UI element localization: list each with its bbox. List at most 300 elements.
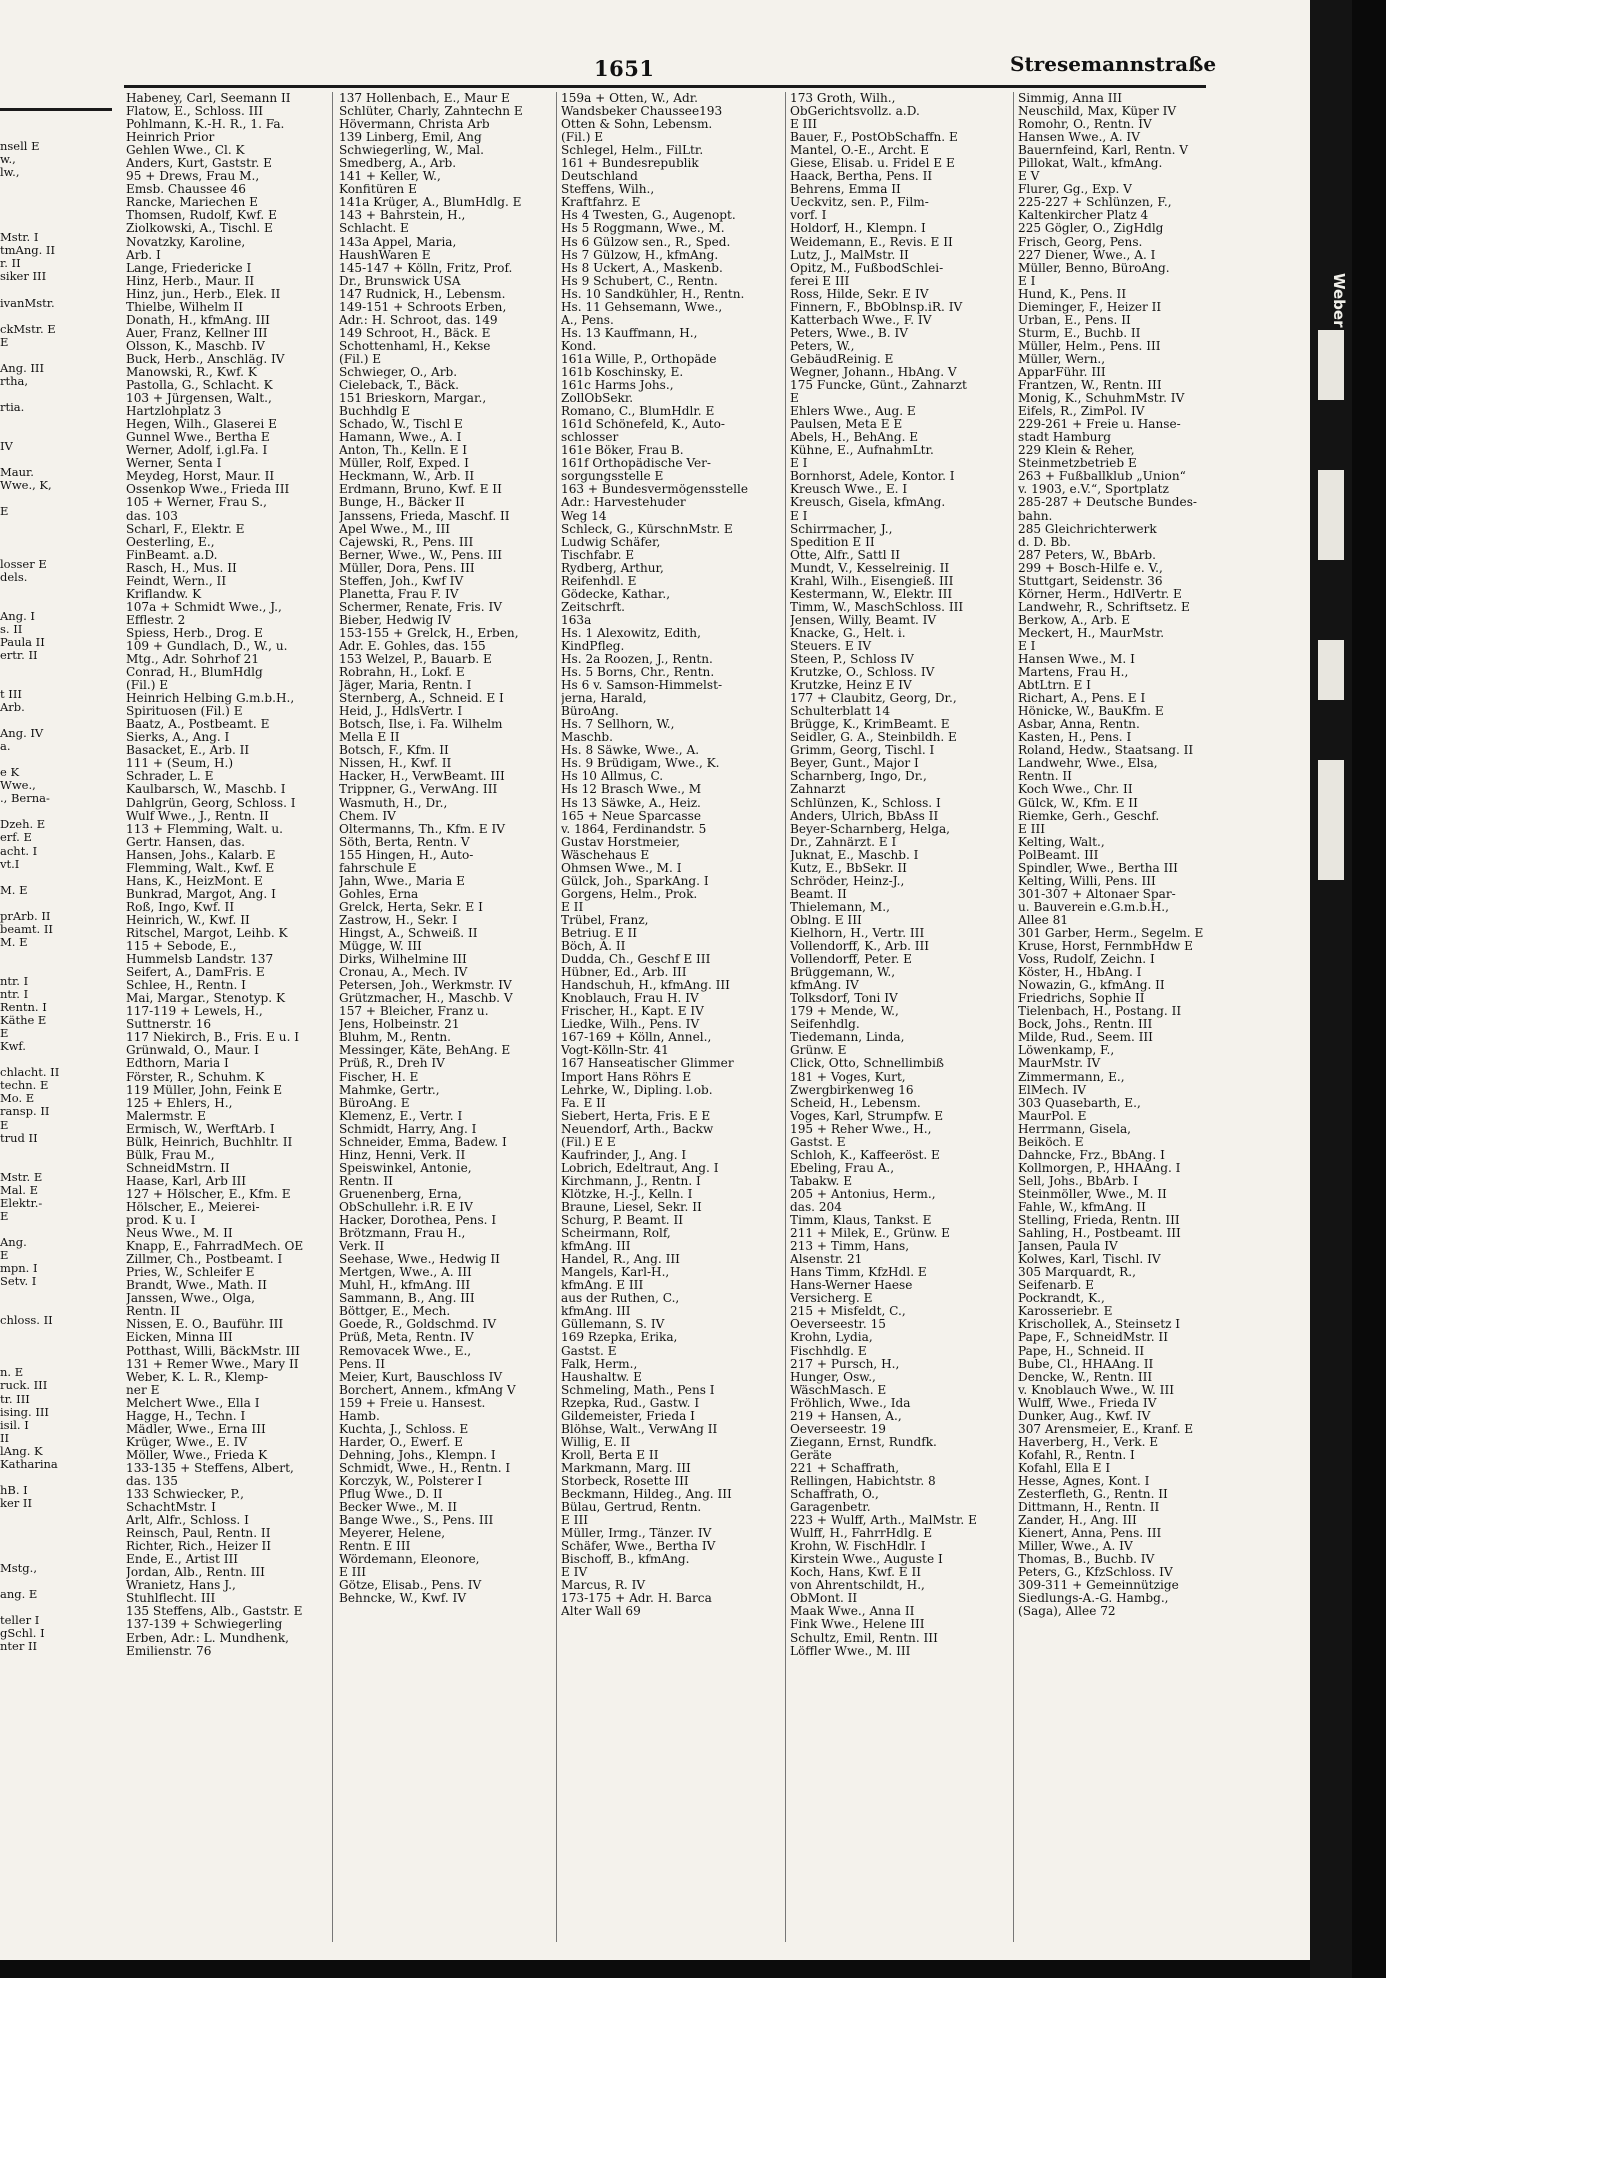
directory-entry-line: Hs 9 Schubert, C., Rentn. [561,274,718,288]
column-divider [785,92,786,1942]
directory-entry-line: Emsb. Chaussee 46 [126,183,246,197]
directory-entry-line: MaurMstr. IV [1018,1057,1101,1071]
directory-entry-line: Sturm, E., Buchb. II [1018,326,1141,340]
directory-entry-line: 227 Diener, Wwe., A. I [1018,248,1156,262]
directory-entry-line: 157 + Bleicher, Franz u. [339,1005,489,1019]
directory-entry-line: Steffen, Joh., Kwf IV [339,574,464,588]
directory-entry-line: Werner, Adolf, i.gl.Fa. I [126,444,268,458]
directory-entry-line: kfmAng. IV [790,979,859,993]
directory-entry-line: Kroll, Berta E II [561,1448,659,1462]
directory-entry-line: E [0,1209,9,1223]
directory-entry-line: Maak Wwe., Anna II [790,1605,915,1619]
directory-entry-line: 263 + Fußballklub „Union“ [1018,470,1186,484]
directory-entry-line: Mstg., [0,1562,37,1576]
directory-entry-line: Pape, H., Schneid. II [1018,1344,1145,1358]
directory-entry-line: ransp. II [0,1105,50,1119]
directory-entry-line: Krohn, Lydia, [790,1331,873,1345]
directory-entry-line: Zastrow, H., Sekr. I [339,913,458,927]
directory-column-3 [561,92,781,1618]
directory-entry-line [0,662,104,675]
directory-entry-line: Pries, W., Schleifer E [126,1266,255,1280]
directory-entry-line: E [0,1118,9,1132]
directory-entry-line: Gertr. Hansen, das. [126,835,245,849]
directory-entry-line: Ehlers Wwe., Aug. E [790,405,916,419]
directory-entry-line: ntr. I [0,988,29,1002]
directory-entry-line: Ziegann, Ernst, Rundfk. [790,1435,937,1449]
directory-entry-line: Hs 7 Gülzow, H., kfmAng. [561,248,719,262]
directory-entry-line: kfmAng. III [561,1305,631,1319]
directory-entry-line: 119 Müller, John, Feink E [126,1083,283,1097]
directory-entry-line: II [0,1431,10,1445]
directory-entry-line: (Fil.) E E [561,1135,616,1149]
directory-entry-line: 159 + Freie u. Hansest. [339,1396,486,1410]
directory-entry-line: SchneidMstrn. II [126,1161,230,1175]
directory-entry-line: Schlegel, Helm., FilLtr. [561,144,704,158]
directory-entry-line: von Ahrentschildt, H., [790,1579,925,1593]
directory-entry-line: Gohles, Erna [339,887,419,901]
directory-entry-line: Gastst. E [790,1135,846,1149]
directory-entry-line: 217 + Pursch, H., [790,1357,900,1371]
directory-entry-line: chloss. II [0,1314,53,1328]
directory-entry-line: Reifenhdl. E [561,574,637,588]
directory-entry-line: Hartzlohplatz 3 [126,405,222,419]
directory-entry-line: Müller, Dora, Pens. III [339,561,475,575]
directory-entry-line: Planetta, Frau F. IV [339,587,459,601]
directory-entry-line: Bülk, Heinrich, Buchhltr. II [126,1135,293,1149]
directory-entry-line: Steuers. E IV [790,639,872,653]
directory-entry-line: Herrmann, Gisela, [1018,1122,1132,1136]
directory-entry-line: ckMstr. E [0,322,56,336]
directory-entry-line: Tielenbach, H., Postang. II [1018,1005,1182,1019]
directory-entry-line: Liedke, Wilh., Pens. IV [561,1018,700,1032]
directory-entry-line: Romano, C., BlumHdlr. E [561,405,715,419]
directory-entry-line: Hs. 1 Alexowitz, Edith, [561,626,701,640]
directory-entry-line: Hans, K., HeizMont. E [126,874,263,888]
directory-entry-line: Thielbe, Wilhelm II [126,300,243,314]
directory-entry-line: Rentn. I [0,1001,47,1015]
directory-entry-line: Hs. 10 Sandkühler, H., Rentn. [561,287,745,301]
directory-entry-line: Becker Wwe., M. II [339,1501,458,1515]
directory-entry-line: E [0,335,9,349]
directory-entry-line: Pens. II [339,1357,385,1371]
directory-entry-line: ferei E III [790,274,850,288]
directory-entry-line: Meckert, H., MaurMstr. [1018,626,1165,640]
directory-entry-line: ker II [0,1496,33,1510]
directory-entry-line: Kasten, H., Pens. I [1018,731,1132,745]
page-bottom-edge [0,1960,1352,1978]
directory-entry-line: Behncke, W., Kwf. IV [339,1592,467,1606]
previous-page-rule [0,108,112,111]
directory-entry-line: ZollObSekr. [561,392,634,406]
directory-entry-line: Donath, H., kfmAng. III [126,313,270,327]
directory-entry-line: trud II [0,1131,38,1145]
directory-entry-line: Steen, P., Schloss IV [790,653,914,667]
directory-entry-line: Click, Otto, Schnellimbiß [790,1057,944,1071]
directory-entry-line: 153-155 + Grelck, H., Erben, [339,626,519,640]
directory-entry-line: 285-287 + Deutsche Bundes- [1018,496,1198,510]
directory-entry-line: Wördemann, Eleonore, [339,1553,480,1567]
directory-entry-line: Gödecke, Kathar., [561,587,671,601]
directory-entry-line: Maur. [0,466,34,480]
directory-entry-line: 219 + Hansen, A., [790,1409,902,1423]
directory-entry-line: Dr., Zahnärzt. E I [790,835,897,849]
directory-entry-line: kfmAng. III [561,1240,631,1254]
directory-entry-line: Mahmke, Gertr., [339,1083,440,1097]
directory-entry-line: Mundt, V., Kesselreinig. II [790,561,950,575]
directory-entry-line: Hövermann, Christa Arb [339,118,490,132]
directory-entry-line [0,427,104,440]
directory-entry-line: Trübel, Franz, [561,913,649,927]
directory-entry-line: Abels, H., BehAng. E [790,431,919,445]
directory-entry-line: (Saga), Allee 72 [1018,1605,1116,1619]
directory-entry-line: Wranietz, Hans J., [126,1579,236,1593]
directory-entry-line: 143 + Bahrstein, H., [339,209,466,223]
directory-entry-line: Meydeg, Horst, Maur. II [126,470,275,484]
directory-entry-line: M. E [0,935,28,949]
directory-entry-line: Scharnberg, Ingo, Dr., [790,770,927,784]
directory-entry-line: 133-135 + Steffens, Albert, [126,1461,294,1475]
directory-entry-line: Hs 4 Twesten, G., Augenopt. [561,209,736,223]
directory-entry-line: Kestermann, W., Elektr. III [790,587,953,601]
directory-entry-line: Rentn. II [339,1174,393,1188]
directory-entry-line: Söth, Berta, Rentn. V [339,835,470,849]
directory-entry-line: Löwenkamp, F., [1018,1044,1115,1058]
directory-entry-line: Marcus, R. IV [561,1579,646,1593]
directory-entry-line: 179 + Mende, W., [790,1005,899,1019]
directory-entry-line: Werner, Senta I [126,457,222,471]
directory-entry-line: 161a Wille, P., Orthopäde [561,352,717,366]
directory-entry-line: Schlacht. E [339,222,409,236]
directory-entry-line: Schlee, H., Rentn. I [126,979,246,993]
directory-entry-line: Grünw. E [790,1044,847,1058]
directory-entry-line: Buchhdlg E [339,405,411,419]
directory-entry-line: Willig, E. II [561,1435,631,1449]
directory-entry-line: Wulff, Wwe., Frieda IV [1018,1396,1157,1410]
directory-entry-line: Koch Wwe., Chr. II [1018,783,1133,797]
directory-entry-line: Scheid, H., Lebensm. [790,1096,921,1110]
directory-entry-line: Oltermanns, Th., Kfm. E IV [339,822,505,836]
directory-entry-line: Nowazin, G., kfmAng. II [1018,979,1165,993]
directory-entry-line: Hummelsb Landstr. 137 [126,953,274,967]
directory-entry-line: 163a [561,613,592,627]
directory-entry-line: Kirchmann, J., Rentn. I [561,1174,701,1188]
directory-entry-line: Schrader, L. E [126,770,214,784]
directory-entry-line: Melchert Wwe., Ella I [126,1396,260,1410]
directory-entry-line: v. 1903, e.V.“, Sportplatz [1018,483,1169,497]
directory-entry-line: 111 + (Seum, H.) [126,757,234,771]
directory-entry-line: Bunkrad, Margot, Ang. I [126,887,276,901]
directory-entry-line: Jordan, Alb., Rentn. III [126,1566,265,1580]
directory-entry-line: Blöhse, Walt., VerwAng II [561,1422,718,1436]
directory-entry-line: Beamt. II [790,887,847,901]
directory-entry-line: Ermisch, W., WerftArb. I [126,1122,275,1136]
directory-entry-line: Pflug Wwe., D. II [339,1488,443,1502]
directory-entry-line: Schurg, P. Beamt. II [561,1214,684,1228]
directory-entry-line: Baatz, A., Postbeamt. E [126,718,270,732]
directory-entry-line: Dunker, Aug., Kwf. IV [1018,1409,1151,1423]
directory-entry-line: Löffler Wwe., M. III [790,1644,911,1658]
directory-entry-line: Brandt, Wwe., Math. II [126,1279,267,1293]
directory-entry-line: Katterbach Wwe., F. IV [790,313,932,327]
directory-entry-line: Grimm, Georg, Tischl. I [790,744,935,758]
directory-entry-line [0,1353,104,1366]
directory-entry-line: Kutz, E., BbSekr. II [790,861,907,875]
directory-entry-line: Tischfabr. E [561,548,635,562]
directory-entry-line: Kwf. [0,1040,26,1054]
directory-entry-line: Berkow, A., Arb. E [1018,613,1131,627]
directory-entry-line: Gorgens, Helm., Prok. [561,887,698,901]
directory-entry-line: ntr. I [0,975,29,988]
directory-entry-line: Hacker, H., VerwBeamt. III [339,770,505,784]
directory-entry-line: 305 Marquardt, R., [1018,1266,1136,1280]
header-rule [124,85,1206,88]
directory-entry-line: Juknat, E., Maschb. I [790,848,919,862]
directory-entry-line: Siedlungs-A.-G. Hambg., [1018,1592,1169,1606]
directory-entry-line: Peters, G., KfzSchloss. IV [1018,1566,1173,1580]
directory-entry-line: Basacket, E., Arb. II [126,744,250,758]
directory-entry-line: Hinz, jun., Herb., Elek. II [126,287,281,301]
directory-entry-line: Zesterfleth, G., Rentn. II [1018,1488,1168,1502]
directory-entry-line: Schleck, G., KürschnMstr. E [561,522,733,536]
directory-entry-line [0,1510,104,1523]
directory-entry-line [0,1601,104,1614]
directory-entry-line: d. D. Bb. [1018,535,1071,549]
directory-entry-line: 149 Schroot, H., Bäck. E [339,326,491,340]
directory-entry-line: 113 + Flemming, Walt. u. [126,822,283,836]
directory-entry-line: (Fil.) E [561,131,604,145]
directory-entry-line: KindPfleg. [561,639,625,653]
directory-entry-line: Messinger, Käte, BehAng. E [339,1044,511,1058]
directory-entry-line: Harder, O., Ewerf. E [339,1435,463,1449]
directory-entry-line: Betriug. E II [561,927,637,940]
directory-entry-line: E IV [561,1566,588,1580]
directory-entry-line: Mtg., Adr. Sohrhof 21 [126,653,260,667]
directory-entry-line: Wulff, H., FahrrHdlg. E [790,1527,933,1541]
directory-entry-line: Erben, Adr.: L. Mundhenk, [126,1631,290,1645]
directory-entry-line: Schmidt, Wwe., H., Rentn. I [339,1461,511,1475]
directory-entry-line: Prüß, R., Dreh IV [339,1057,445,1071]
directory-entry-line: Janssen, Wwe., Olga, [126,1292,255,1306]
directory-entry-line: 169 Rzepka, Erika, [561,1331,678,1345]
directory-entry-line: Fröhlich, Wwe., Ida [790,1396,911,1410]
directory-entry-line: Hs 10 Allmus, C. [561,770,664,784]
directory-entry-line: Koch, Hans, Kwf. E II [790,1566,922,1580]
directory-entry-line [0,1471,104,1484]
directory-entry-line: 151 Brieskorn, Margar., [339,392,487,406]
directory-entry-line: Maschb. [561,731,613,745]
directory-entry-line: Brügge, K., KrimBeamt. E [790,718,950,732]
directory-entry-line: Seifenhdlg. [790,1018,860,1032]
directory-entry-line: Bauernfeind, Karl, Rentn. V [1018,144,1189,158]
directory-entry-line [0,897,104,910]
directory-entry-line: Götze, Elisab., Pens. IV [339,1579,482,1593]
column-divider [556,92,557,1942]
directory-entry-line: Bunge, H., Bäcker II [339,496,465,510]
directory-entry-line: 139 Linberg, Emil, Ang [339,131,482,145]
directory-entry-line: jerna, Harald, [561,692,647,706]
directory-entry-line: Roland, Hedw., Staatsang. II [1018,744,1194,758]
directory-entry-line: Oblng. E III [790,913,862,927]
directory-entry-line: Finnern, F., BbOblnsp.iR. IV [790,300,963,314]
directory-entry-line: Hs 12 Brasch Wwe., M [561,783,702,797]
directory-entry-line: Muhl, H., kfmAng. III [339,1279,471,1293]
directory-entry-line: Lobrich, Edeltraut, Ang. I [561,1161,719,1175]
directory-entry-line: Schlünzen, K., Schloss. I [790,796,941,810]
directory-entry-line: Kühne, E., AufnahmLtr. [790,444,934,458]
directory-entry-line: Zeitschrft. [561,600,626,614]
directory-entry-line: Schmeling, Math., Pens I [561,1383,715,1397]
directory-entry-line: Malermstr. E [126,1109,206,1123]
directory-entry-line: Meyerer, Helene, [339,1527,446,1541]
directory-entry-line: Kofahl, Ella E I [1018,1461,1111,1475]
directory-entry-line: beamt. II [0,922,53,936]
directory-entry-line: Edthorn, Maria I [126,1057,229,1071]
directory-entry-line: ruck. III [0,1379,48,1393]
directory-entry-line: Gastst. E [561,1344,617,1358]
directory-entry-line: Körner, Herm., HdlVertr. E [1018,587,1182,601]
spine-lettering: Weber [1330,272,1348,328]
directory-entry-line: Paula II [0,635,45,649]
directory-column-5 [1018,92,1206,1618]
directory-entry-line: Kuchta, J., Schloss. E [339,1422,469,1436]
directory-entry-line: Grünwald, O., Maur. I [126,1044,259,1058]
directory-entry-line: Sammann, B., Ang. III [339,1292,475,1306]
directory-entry-line: Bischoff, B., kfmAng. [561,1553,690,1567]
directory-entry-line: Stuhlflecht. III [126,1592,216,1606]
directory-entry-line: fahrschule E [339,861,417,875]
spine-strip [1352,1978,1386,2177]
directory-entry-line: 167 Hanseatischer Glimmer [561,1057,734,1071]
directory-entry-line: Sahling, H., Postbeamt. III [1018,1227,1181,1241]
directory-entry-line: Richter, Rich., Heizer II [126,1540,272,1554]
directory-entry-line: Anders, Kurt, Gaststr. E [126,157,272,171]
directory-entry-line: Urban, E., Pens. II [1018,313,1131,327]
directory-entry-line: 301-307 + Altonaer Spar- [1018,887,1176,901]
directory-column-4 [790,92,1009,1658]
directory-entry-line: Otten & Sohn, Lebensm. [561,118,713,132]
directory-entry-line: Buck, Herb., Anschläg. IV [126,352,285,366]
directory-entry-line: Heinrich Helbing G.m.b.H., [126,692,295,706]
directory-entry-line: Zander, H., Ang. III [1018,1514,1137,1528]
directory-entry-line: Feindt, Wern., II [126,574,227,588]
directory-entry-line: Vollendorff, Peter. E [790,953,912,967]
directory-entry-line: Bülau, Gertrud, Rentn. [561,1501,702,1515]
directory-entry-line: Cronau, A., Mech. IV [339,966,468,980]
directory-entry-line: Jansen, Paula IV [1018,1240,1118,1254]
directory-entry-line: 303 Quasebarth, E., [1018,1096,1141,1110]
directory-entry-line: 161c Harms Johs., [561,379,674,393]
directory-entry-line: Dittmann, H., Rentn. II [1018,1501,1160,1515]
directory-entry-line: Ossenkop Wwe., Frieda III [126,483,290,497]
directory-entry-line: 117 Niekirch, B., Fris. E u. I [126,1031,300,1045]
directory-entry-line: Voss, Rudolf, Zeichn. I [1018,953,1155,967]
directory-entry-line [0,1575,104,1588]
directory-entry-line: Milde, Rud., Seem. III [1018,1031,1153,1045]
directory-entry-line: isil. I [0,1418,29,1432]
directory-entry-line: Zillmer, Ch., Postbeamt. I [126,1253,283,1267]
directory-entry-line: Richart, A., Pens. E I [1018,692,1146,706]
directory-entry-line: Opitz, M., FußbodSchlei- [790,261,944,275]
directory-entry-line: Peters, W., [790,339,855,353]
directory-entry-line: Hansen Wwe., M. I [1018,653,1135,667]
directory-entry-line: vt.I [0,857,20,871]
directory-entry-line: Kollmorgen, P., HHAAng. I [1018,1161,1181,1175]
directory-entry-line: Fahle, W., kfmAng. II [1018,1200,1146,1214]
previous-page-fragment [0,140,104,1653]
directory-entry-line: 153 Welzel, P., Bauarb. E [339,653,492,667]
directory-entry-line [0,205,104,218]
directory-entry-line: Korczyk, W., Polsterer I [339,1474,482,1488]
directory-entry-line: Jahn, Wwe., Maria E [339,874,465,888]
directory-entry-line: Voges, Karl, Strumpfw. E [790,1109,944,1123]
directory-entry-line [0,805,104,818]
directory-entry-line: Müller, Helm., Pens. III [1018,339,1161,353]
directory-entry-line [0,192,104,205]
directory-entry-line: 161b Koschinsky, E. [561,365,684,379]
directory-entry-line: Setv. I [0,1275,37,1289]
directory-entry-line: Emilienstr. 76 [126,1644,212,1658]
directory-entry-line: Ritschel, Margot, Leihb. K [126,927,288,940]
directory-entry-line: 173-175 + Adr. H. Barca [561,1592,712,1606]
directory-entry-line: Botsch, Ilse, i. Fa. Wilhelm [339,718,503,732]
next-page-sliver [1318,470,1344,560]
directory-entry-line: Schultz, Emil, Rentn. III [790,1631,938,1645]
directory-entry-line: Seifenarb. E [1018,1279,1094,1293]
directory-entry-line: Oeverseestr. 19 [790,1422,886,1436]
directory-entry-line: E III [1018,822,1046,836]
directory-entry-line: aus der Ruthen, C., [561,1292,680,1306]
directory-entry-line: Rentn. II [1018,770,1072,784]
directory-entry-line: Böttger, E., Mech. [339,1305,451,1319]
directory-entry-line: Brüggemann, W., [790,966,896,980]
directory-entry-line: Neuendorf, Arth., Backw [561,1122,714,1136]
directory-entry-line: Kruse, Horst, FernmbHdw E [1018,940,1193,954]
directory-entry-line: Hs 5 Roggmann, Wwe., M. [561,222,725,236]
directory-entry-line: das. 103 [126,509,178,523]
directory-entry-line [0,1223,104,1236]
directory-entry-line: sorgungsstelle E [561,470,664,484]
directory-entry-line: Vollendorff, K., Arb. III [790,940,930,954]
directory-entry-line: Anders, Ulrich, BbAss II [790,809,939,823]
directory-entry-line: Braune, Liesel, Sekr. II [561,1200,702,1214]
directory-entry-line: Lutz, J., MalMstr. II [790,248,909,262]
directory-entry-line: Fa. E II [561,1096,606,1110]
directory-entry-line: 105 + Werner, Frau S., [126,496,267,510]
directory-entry-line: Zimmermann, E., [1018,1070,1125,1084]
directory-entry-line: Anton, Th., Kelln. E I [339,444,468,458]
directory-entry-line: Haushaltw. E [561,1370,642,1384]
directory-entry-line: Bock, Johs., Rentn. III [1018,1018,1153,1032]
directory-entry-line: Hs 6 v. Samson-Himmelst- [561,679,723,693]
directory-entry-line: Kielhorn, H., Vertr. III [790,927,925,940]
directory-entry-line: Hönicke, W., BauKfm. E [1018,705,1164,719]
directory-entry-line [0,871,104,884]
directory-entry-line: Flemming, Walt., Kwf. E [126,861,275,875]
directory-entry-line: Landwehr, Wwe., Elsa, [1018,757,1158,771]
directory-entry-line: Pillokat, Walt., kfmAng. [1018,157,1163,171]
directory-entry-line: Rancke, Mariechen E [126,196,258,210]
directory-entry-line: Gehlen Wwe., Cl. K [126,144,245,158]
directory-entry-line: siker III [0,270,47,284]
directory-entry-line: Apel Wwe., M., III [339,522,451,536]
directory-entry-line: Gildemeister, Frieda I [561,1409,695,1423]
directory-entry-line: 147 Rudnick, H., Lebensm. [339,287,506,301]
directory-entry-line: Wäschehaus E [561,848,650,862]
directory-entry-line: 167-169 + Kölln, Annel., [561,1031,712,1045]
directory-entry-line: 195 + Reher Wwe., H., [790,1122,932,1136]
directory-entry-line: Neus Wwe., M. II [126,1227,233,1241]
directory-entry-line: E [790,392,799,406]
